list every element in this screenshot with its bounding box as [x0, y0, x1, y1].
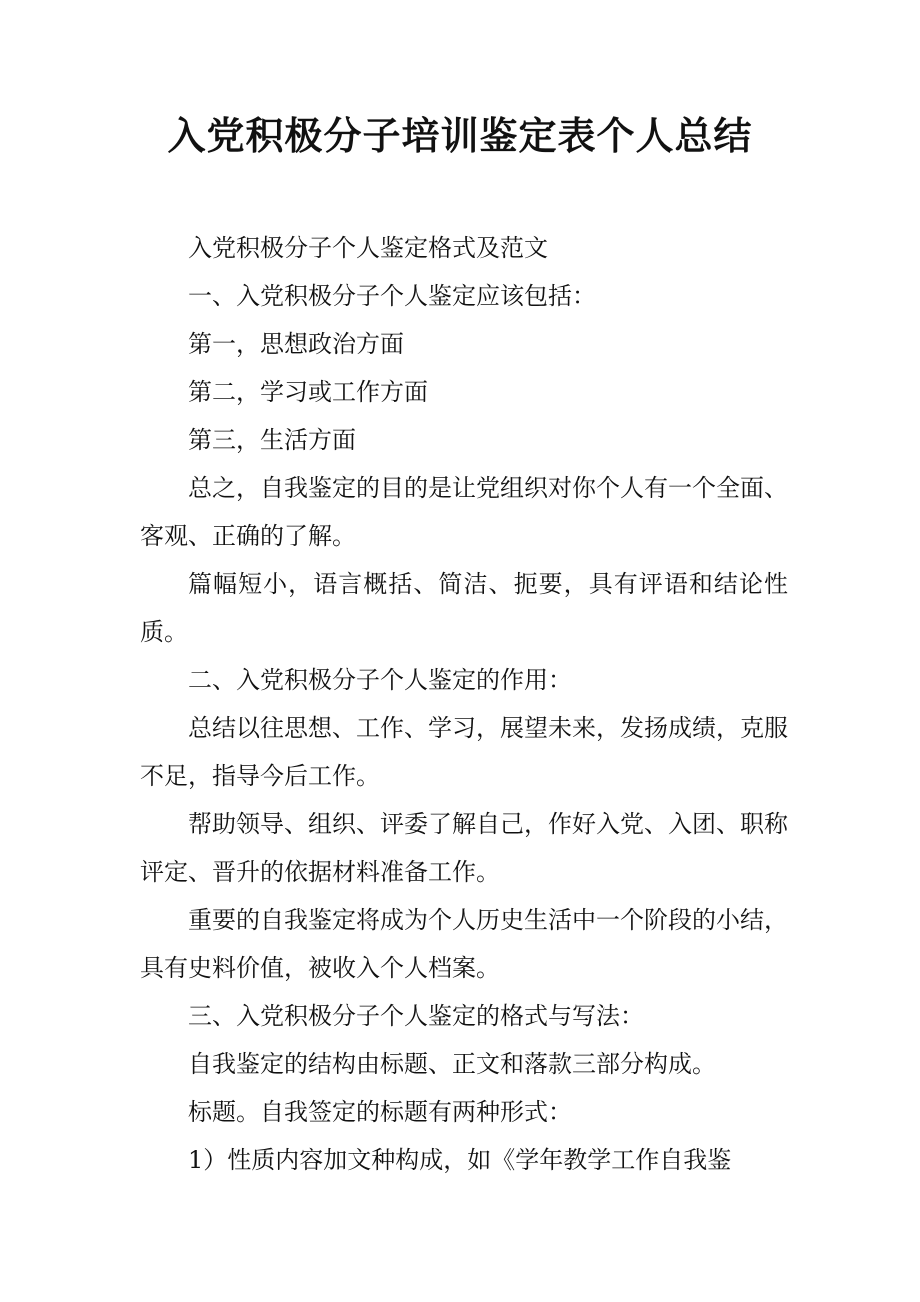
- section-heading: 三、入党积极分子个人鉴定的格式与写法：: [188, 1002, 644, 1030]
- paragraph: 标题。自我签定的标题有两种形式：: [188, 1098, 572, 1126]
- list-item: 第二，学习或工作方面: [188, 378, 428, 406]
- section-heading: 二、入党积极分子个人鉴定的作用：: [188, 666, 572, 694]
- paragraph: 帮助领导、组织、评委了解自己，作好入党、入团、职称评定、晋升的依据材料准备工作。: [140, 810, 788, 886]
- list-item: 第一，思想政治方面: [188, 330, 404, 358]
- paragraph: 重要的自我鉴定将成为个人历史生活中一个阶段的小结，具有史料价值，被收入个人档案。: [140, 906, 788, 982]
- paragraph: 入党积极分子个人鉴定格式及范文: [188, 234, 548, 262]
- paragraph: 自我鉴定的结构由标题、正文和落款三部分构成。: [188, 1050, 716, 1078]
- section-heading: 一、入党积极分子个人鉴定应该包括：: [188, 282, 596, 310]
- paragraph: 总之，自我鉴定的目的是让党组织对你个人有一个全面、客观、正确的了解。: [140, 474, 788, 550]
- paragraph: 篇幅短小，语言概括、简洁、扼要，具有评语和结论性质。: [140, 570, 788, 646]
- list-item: 第三，生活方面: [188, 426, 356, 454]
- paragraph: 1）性质内容加文种构成，如《学年教学工作自我鉴: [188, 1146, 732, 1174]
- document-title: 入党积极分子培训鉴定表个人总结: [167, 113, 753, 158]
- document-body: [140, 224, 788, 1184]
- paragraph: 总结以往思想、工作、学习，展望未来，发扬成绩，克服不足，指导今后工作。: [140, 714, 788, 790]
